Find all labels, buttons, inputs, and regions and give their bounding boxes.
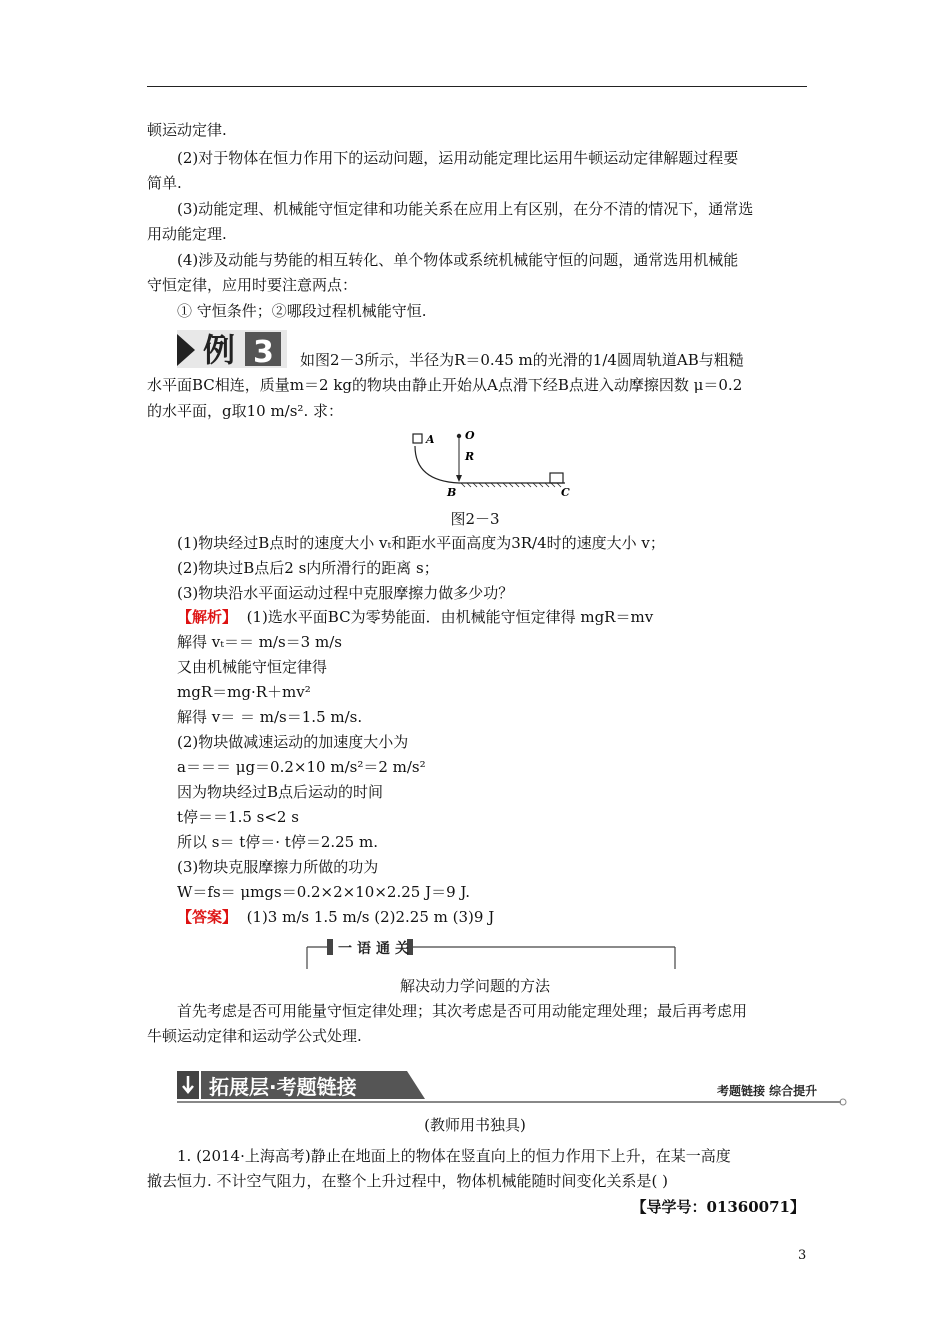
solution-line: 所以 s＝ t停＝· t停＝2.25 m. — [177, 833, 378, 851]
example-number: 3 — [253, 335, 274, 368]
header-rule — [147, 86, 807, 87]
text-line: 简单. — [147, 174, 182, 192]
text-line: 顿运动定律. — [147, 121, 227, 139]
solution-line: 解得 v＝ ＝ m/s＝1.5 m/s. — [177, 708, 363, 726]
solution-line: 又由机械能守恒定律得 — [177, 658, 328, 676]
yiyu-tongguan-box — [305, 937, 677, 971]
banner-title: 拓展层·考题链接 — [209, 1075, 357, 1099]
solution-line: mgR＝mg·R＋mv² — [177, 683, 311, 701]
question-1: (1)物块经过B点时的速度大小 vₜ和距水平面高度为3R/4时的速度大小 v； — [177, 534, 665, 552]
text-line: (4)涉及动能与势能的相互转化、单个物体或系统机械能守恒的问题，通常选用机械能 — [177, 251, 739, 269]
answer-label: 【答案】 — [177, 908, 238, 926]
yiyu-label: 一语通关 — [338, 941, 414, 957]
example-text: 的水平面，g取10 m/s². 求： — [147, 402, 343, 420]
example-text: 如图2－3所示，半径为R＝0.45 m的光滑的1/4圆周轨道AB与粗糙 — [300, 351, 744, 369]
guide-number: 【导学号：01360071】 — [631, 1198, 805, 1216]
example-text: 水平面BC相连，质量m＝2 kg的物块由静止开始从A点滑下经B点进入动摩擦因数 μ＝0.2 — [147, 376, 743, 394]
label-r: R — [465, 450, 475, 463]
method-text: 牛顿运动定律和运动学公式处理. — [147, 1027, 362, 1045]
label-o: O — [465, 429, 475, 442]
method-text: 首先考虑是否可用能量守恒定律处理；其次考虑是否可用动能定理处理；最后再考虑用 — [177, 1002, 748, 1020]
method-title: 解决动力学问题的方法 — [399, 977, 550, 995]
solution-line: W＝fs＝ μmgs＝0.2×2×10×2.25 J＝9 J. — [177, 883, 471, 901]
solution-line: 解得 vₜ＝＝ m/s＝3 m/s — [177, 633, 342, 651]
problem-text: 1. (2014·上海高考)静止在地面上的物体在竖直向上的恒力作用下上升，在某一高度 — [177, 1147, 731, 1165]
text-line: 守恒定律，应用时要注意两点： — [147, 276, 358, 294]
page-number: 3 — [798, 1248, 807, 1263]
text-line: ① 守恒条件；②哪段过程机械能守恒. — [177, 302, 427, 320]
text-line: (2)对于物体在恒力作用下的运动问题，运用动能定理比运用牛顿运动定律解题过程要 — [177, 149, 739, 167]
figure-track-diagram — [405, 428, 575, 503]
figure-caption: 图2－3 — [450, 510, 500, 528]
section-banner — [177, 1067, 847, 1107]
answer-line: 【答案】 (1)3 m/s 1.5 m/s (2)2.25 m (3)9 J — [177, 908, 495, 926]
text-line: 用动能定理. — [147, 225, 227, 243]
teacher-note: (教师用书独具) — [424, 1116, 526, 1134]
example-badge — [177, 328, 287, 368]
solution-label: 【解析】 — [177, 608, 238, 626]
solution-line: 因为物块经过B点后运动的时间 — [177, 783, 384, 801]
question-3: (3)物块沿水平面运动过程中克服摩擦力做多少功？ — [177, 584, 514, 602]
label-a: A — [426, 433, 435, 446]
example-char: 例 — [203, 331, 236, 368]
label-b: B — [447, 486, 457, 499]
problem-text: 撤去恒力. 不计空气阻力，在整个上升过程中，物体机械能随时间变化关系是( ) — [147, 1172, 669, 1190]
text-line: (3)动能定理、机械能守恒定律和功能关系在应用上有区别，在分不清的情况下，通常选 — [177, 200, 754, 218]
solution-line: (3)物块克服摩擦力所做的功为 — [177, 858, 379, 876]
rough-surface-hatch — [461, 483, 561, 487]
question-2: (2)物块过B点后2 s内所滑行的距离 s； — [177, 559, 439, 577]
solution-line: a＝＝＝ μg＝0.2×10 m/s²＝2 m/s² — [177, 758, 426, 776]
solution-line: (2)物块做减速运动的加速度大小为 — [177, 733, 409, 751]
banner-right: 考题链接 综合提升 — [717, 1084, 818, 1098]
solution-line: t停＝＝1.5 s<2 s — [177, 808, 299, 826]
solution-line: 【解析】 (1)选水平面BC为零势能面．由机械能守恒定律得 mgR＝mv — [177, 608, 654, 626]
label-c: C — [561, 486, 570, 499]
